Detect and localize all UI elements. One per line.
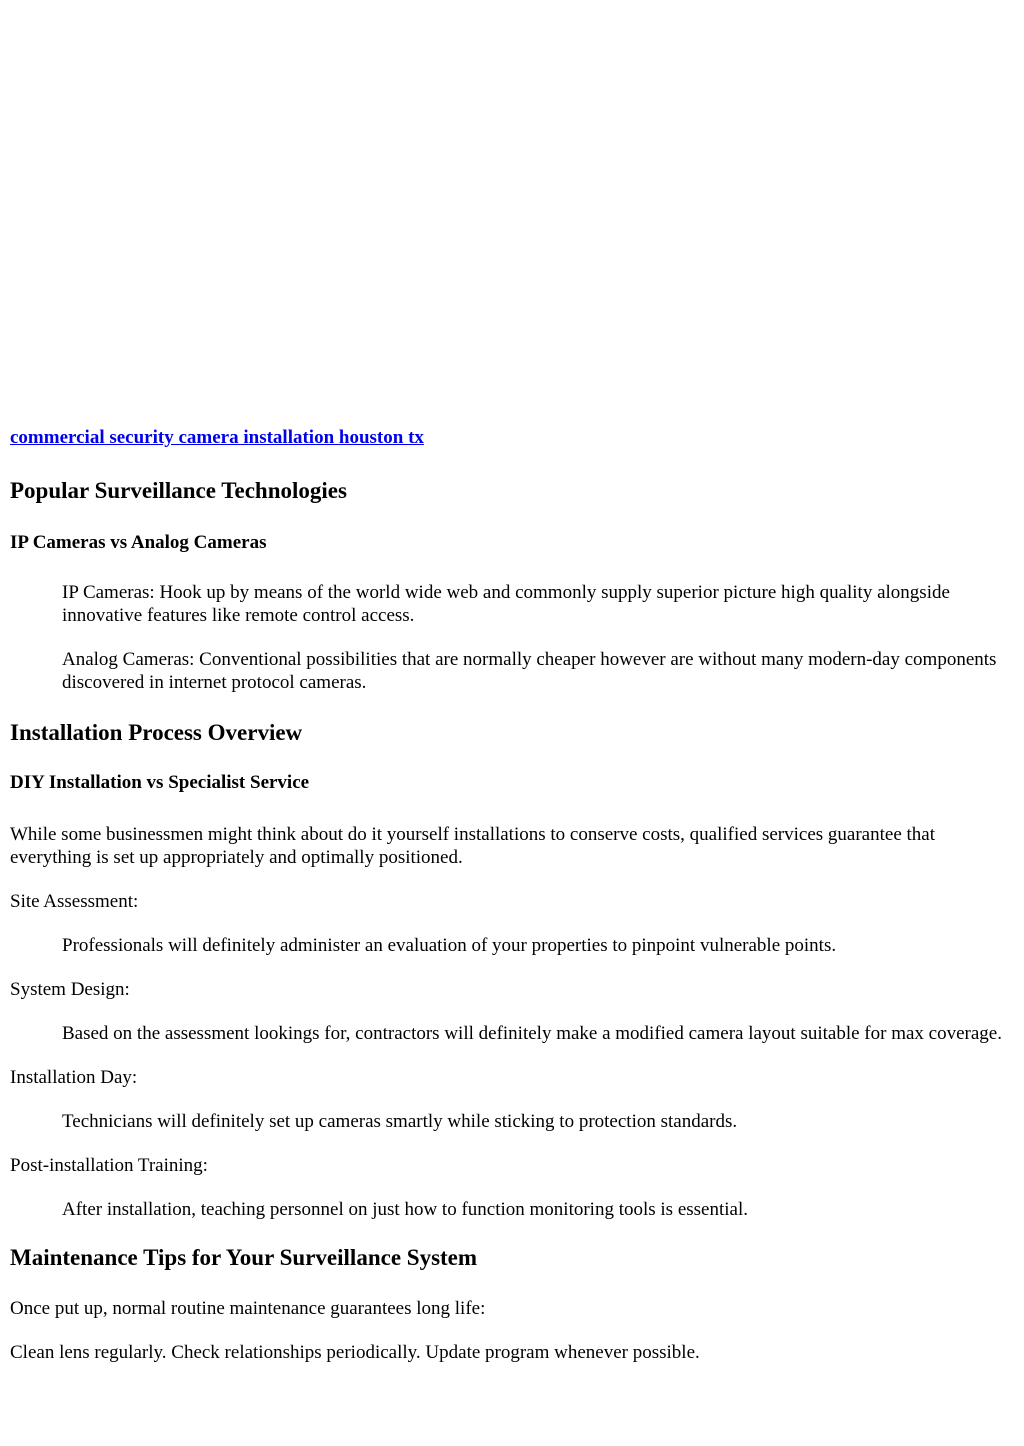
maintenance-intro-text: Once put up, normal routine maintenance guarantees long life: xyxy=(10,1298,486,1319)
maintenance-tips-text: Clean lens regularly. Check relationships periodically. Update program whenever possible. xyxy=(10,1342,700,1363)
installation-day-label: Installation Day: xyxy=(10,1067,138,1088)
analog-cameras-text: Analog Cameras: Conventional possibilities that are normally cheaper however are without many modern-day components discovered in internet protocol cameras. xyxy=(62,649,997,693)
system-design-text: Based on the assessment lookings for, contractors will definitely make a modified camera layout suitable for max coverage. xyxy=(62,1023,1002,1044)
section-heading-installation-process: Installation Process Overview xyxy=(10,720,303,745)
subheading-ip-vs-analog: IP Cameras vs Analog Cameras xyxy=(10,532,267,553)
article-link[interactable]: commercial security camera installation houston tx xyxy=(10,427,424,448)
post-installation-training-text: After installation, teaching personnel on just how to function monitoring tools is essential. xyxy=(62,1199,749,1220)
site-assessment-label: Site Assessment: xyxy=(10,891,139,912)
ip-cameras-text: IP Cameras: Hook up by means of the world wide web and commonly supply superior picture high quality alongside innovative features like remote control access. xyxy=(62,582,950,626)
site-assessment-text: Professionals will definitely administer an evaluation of your properties to pinpoint vulnerable points. xyxy=(62,935,837,956)
article-content xyxy=(10,426,1010,1364)
system-design-label: System Design: xyxy=(10,979,130,1000)
subheading-diy-vs-specialist: DIY Installation vs Specialist Service xyxy=(10,772,310,793)
section-heading-popular-technologies: Popular Surveillance Technologies xyxy=(10,478,347,503)
section-heading-maintenance-tips: Maintenance Tips for Your Surveillance System xyxy=(10,1245,478,1270)
installation-day-text: Technicians will definitely set up cameras smartly while sticking to protection standards. xyxy=(62,1111,738,1132)
installation-intro-text: While some businessmen might think about do it yourself installations to conserve costs, qualified services guarantee that everything is set up appropriately and optimally positioned. xyxy=(10,824,935,868)
post-installation-training-label: Post-installation Training: xyxy=(10,1155,208,1176)
